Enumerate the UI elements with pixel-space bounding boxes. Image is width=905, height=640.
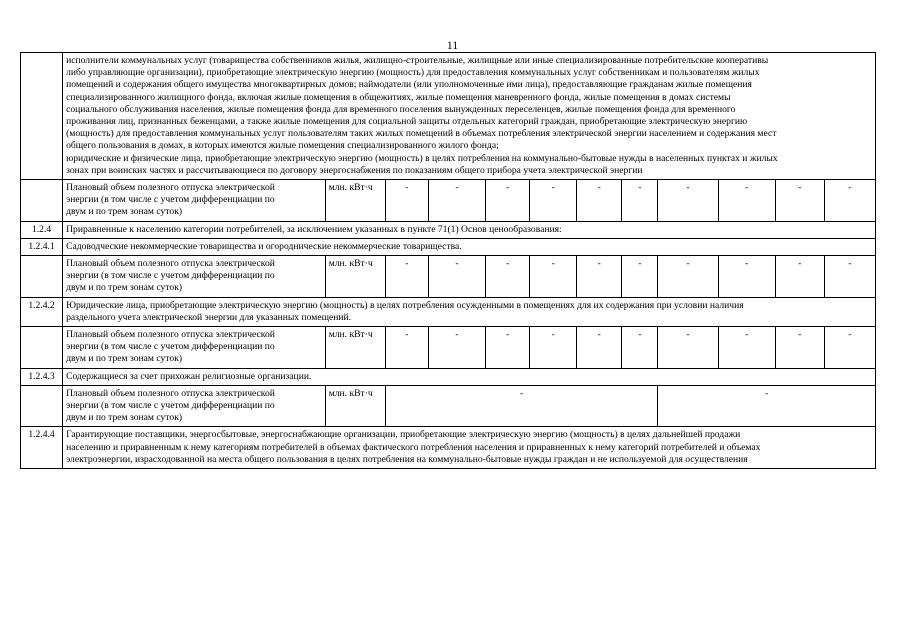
merged-value-cell: - bbox=[385, 385, 658, 427]
value-cell: - bbox=[577, 327, 622, 369]
value-cell: - bbox=[428, 327, 485, 369]
section-title: Гарантирующие поставщики, энергосбытовые, энергоснабжающие организации, приобретающие электрическую энергию (мощность) в целях дальнейшей продажи населению и приравненным к нему категориям потребителей в объемах фактического потребления населения и приравненных к нему категорий потребителей и объемах электроэнергии, израсходованной на места общего пользования в целях потребления на коммунально-бытовые нужды граждан и не используемой для осуществления bbox=[63, 427, 876, 469]
row-number-cell bbox=[21, 180, 63, 222]
page-number: 11 bbox=[446, 38, 459, 52]
section-number: 1.2.4.3 bbox=[21, 368, 63, 385]
value-cell: - bbox=[428, 256, 485, 298]
indicator-name: Плановый объем полезного отпуска электрической энергии (в том числе с учетом дифференциации по двум и по трем зонам суток) bbox=[63, 180, 326, 222]
consumer-category-description bbox=[63, 53, 876, 180]
tariff-table bbox=[20, 52, 876, 469]
text-line: исполнители коммунальных услуг (товарищества собственников жилья, жилищно-строительные, жилищные или иные специализированные потребительские кооперативы bbox=[66, 55, 769, 66]
section-number: 1.2.4.4 bbox=[21, 427, 63, 469]
text-line: общего пользования в домах, в которых имеются жилые помещения специализированного жилого фонда; bbox=[66, 140, 499, 152]
value-cell: - bbox=[530, 180, 577, 222]
text-line: (мощность) для предоставления коммунальных услуг пользователям таких жилых помещений в объемах потребления электрической энергии населением и содержания мест bbox=[66, 128, 777, 140]
value-cell: - bbox=[718, 256, 775, 298]
value-cell: - bbox=[486, 327, 530, 369]
section-row bbox=[21, 427, 876, 469]
value-cell: - bbox=[775, 327, 824, 369]
section-number: 1.2.4.2 bbox=[21, 297, 63, 326]
section-row bbox=[21, 221, 876, 238]
text-line: проживания лиц, признанных беженцами, а также жилые помещения для социальной защиты отдельных категорий граждан, приобретающие электрическую энергию bbox=[66, 116, 748, 128]
merged-value-cell: - bbox=[658, 385, 876, 427]
unit-cell: млн. кВт·ч bbox=[325, 256, 385, 298]
unit-cell: млн. кВт·ч bbox=[325, 327, 385, 369]
value-cell: - bbox=[775, 256, 824, 298]
value-cell: - bbox=[530, 256, 577, 298]
section-row bbox=[21, 368, 876, 385]
value-cell: - bbox=[385, 256, 428, 298]
intro-row bbox=[21, 53, 876, 180]
value-cell: - bbox=[385, 180, 428, 222]
value-cell: - bbox=[658, 256, 718, 298]
section-row bbox=[21, 238, 876, 255]
value-cell: - bbox=[775, 180, 824, 222]
row-number-cell bbox=[21, 256, 63, 298]
value-cell: - bbox=[622, 180, 658, 222]
indicator-name: Плановый объем полезного отпуска электрической энергии (в том числе с учетом дифференциации по двум и по трем зонам суток) bbox=[63, 327, 326, 369]
value-cell: - bbox=[385, 327, 428, 369]
section-title: Приравненные к населению категории потребителей, за исключением указанных в пункте 71(1) Основ ценообразования: bbox=[63, 221, 876, 238]
value-cell: - bbox=[428, 180, 485, 222]
value-cell: - bbox=[622, 327, 658, 369]
section-number: 1.2.4.1 bbox=[21, 238, 63, 255]
text-line: социального обслуживания населения, жилые помещения фонда для временного поселения вынужденных переселенцев, жилые помещения фонда для временного bbox=[66, 103, 736, 115]
unit-cell: млн. кВт·ч bbox=[325, 180, 385, 222]
text-line: зонах при воинских частях и рассчитывающиеся по договору энергоснабжения по показаниям общего прибора учета электрической энергии bbox=[66, 164, 643, 176]
value-cell: - bbox=[622, 256, 658, 298]
text-line: специализированного жилищного фонда, включая жилые помещения в общежитиях, жилые помещения маневренного фонда, жилые помещения в домах системы bbox=[66, 91, 731, 103]
indicator-row bbox=[21, 256, 876, 298]
section-row bbox=[21, 297, 876, 326]
section-title: Содержащиеся за счет прихожан религиозные организации. bbox=[63, 368, 876, 385]
indicator-row bbox=[21, 327, 876, 369]
value-cell: - bbox=[486, 180, 530, 222]
indicator-row bbox=[21, 180, 876, 222]
value-cell: - bbox=[824, 180, 875, 222]
indicator-row bbox=[21, 385, 876, 427]
row-number-cell bbox=[21, 53, 63, 180]
text-line: либо управляющие организации), приобретающие электрическую энергию (мощность) для предоставления коммунальных услуг собственникам и пользователям жилых bbox=[66, 67, 760, 79]
indicator-name: Плановый объем полезного отпуска электрической энергии (в том числе с учетом дифференциации по двум и по трем зонам суток) bbox=[63, 385, 326, 427]
value-cell: - bbox=[577, 256, 622, 298]
row-number-cell bbox=[21, 327, 63, 369]
indicator-name: Плановый объем полезного отпуска электрической энергии (в том числе с учетом дифференциации по двум и по трем зонам суток) bbox=[63, 256, 326, 298]
section-title: Юридические лица, приобретающие электрическую энергию (мощность) в целях потребления осужденными в помещениях для их содержания при условии наличия раздельного учета электрической энергии для указанных помещений. bbox=[63, 297, 876, 326]
text-line: помещений и содержания общего имущества многоквартирных домов; наймодатели (или уполномоченные ими лица), предоставляющие гражданам жилые помещения bbox=[66, 79, 752, 91]
value-cell: - bbox=[530, 327, 577, 369]
value-cell: - bbox=[658, 327, 718, 369]
unit-cell: млн. кВт·ч bbox=[325, 385, 385, 427]
value-cell: - bbox=[824, 256, 875, 298]
text-line: юридические и физические лица, приобретающие электрическую энергию (мощность) в целях потребления на коммунально-бытовые нужды в населенных пунктах и жилых bbox=[66, 152, 778, 164]
value-cell: - bbox=[658, 180, 718, 222]
section-title: Садоводческие некоммерческие товарищества и огороднические некоммерческие товарищества. bbox=[63, 238, 876, 255]
value-cell: - bbox=[718, 327, 775, 369]
section-number: 1.2.4 bbox=[21, 221, 63, 238]
row-number-cell bbox=[21, 385, 63, 427]
value-cell: - bbox=[486, 256, 530, 298]
value-cell: - bbox=[824, 327, 875, 369]
value-cell: - bbox=[718, 180, 775, 222]
value-cell: - bbox=[577, 180, 622, 222]
